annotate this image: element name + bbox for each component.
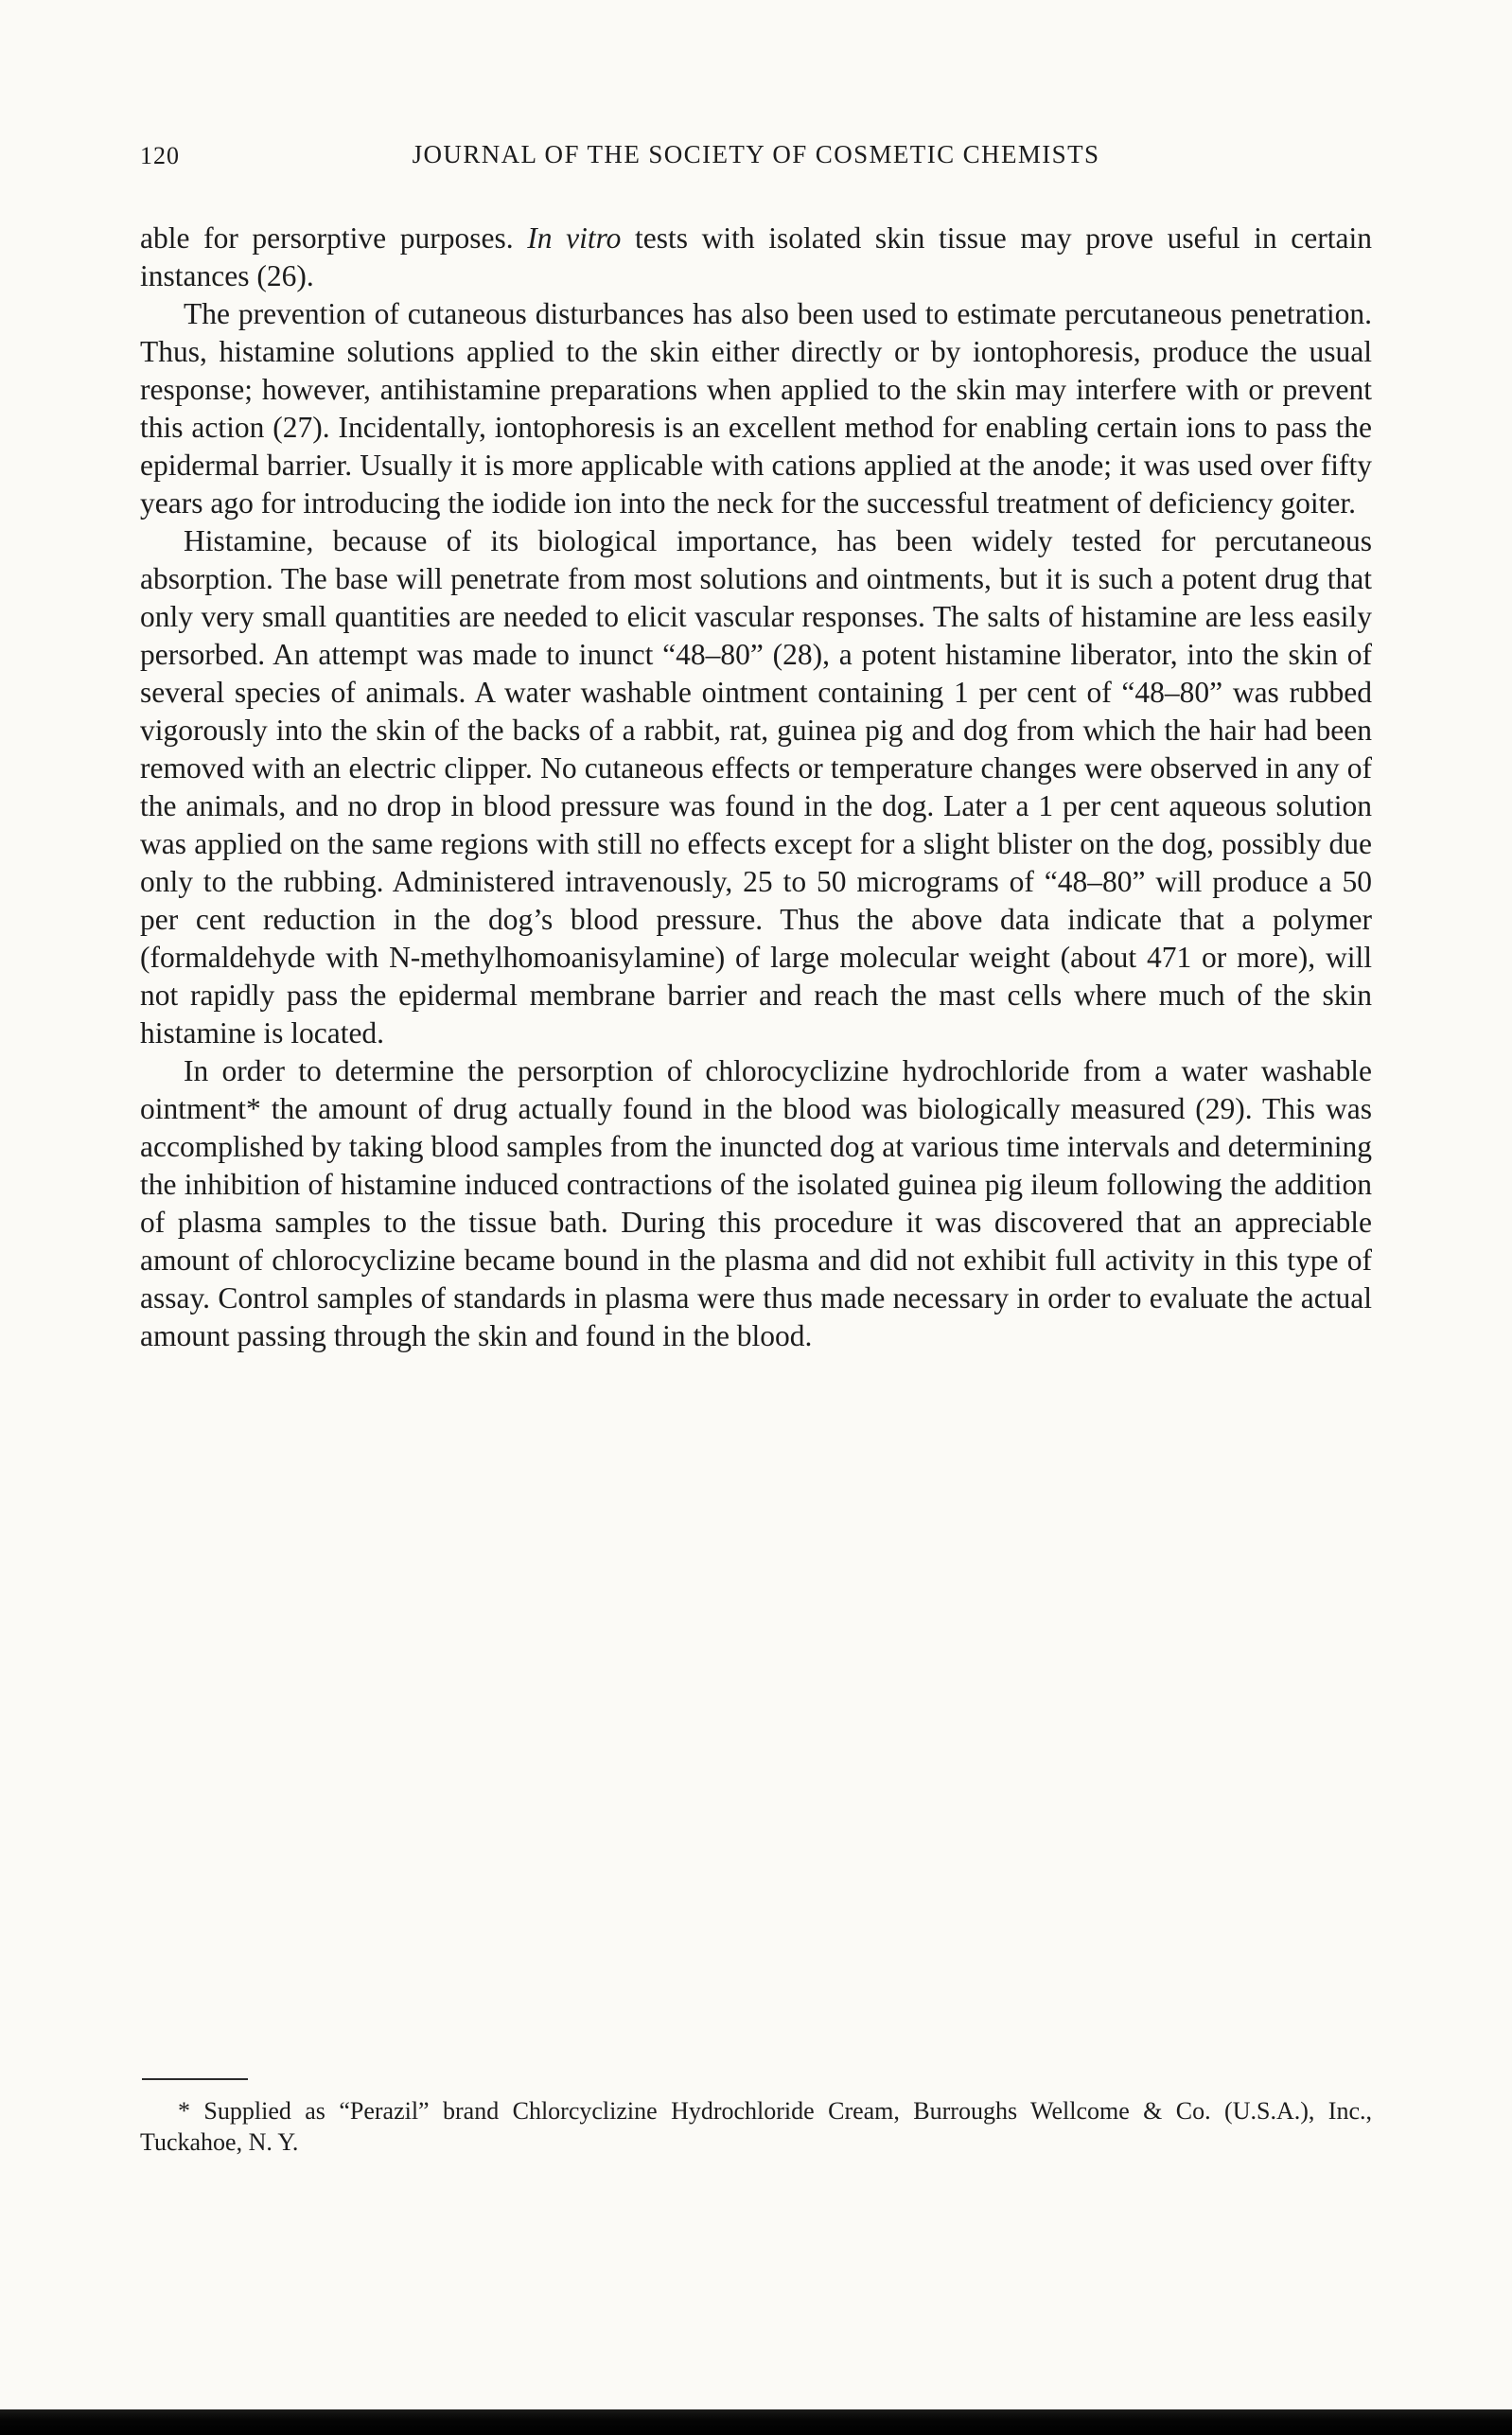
italic-text: In vitro	[527, 221, 622, 255]
text-run: tests with isolated skin tissue may prove useful in certain instances (26).	[140, 221, 1372, 292]
text-run: In order to determine the persorption of chlorocyclizine hydrochloride from a water washable ointment* the amount of drug actually found in the blood was biologically measured (29). This was accomplished by taking blood samples from the inuncted dog at various time intervals and determining the inhibition of histamine induced contractions of the isolated guinea pig ileum following the addition of plasma samples to the tissue bath. During this procedure it was discovered that an appreciable amount of chlorocyclizine became bound in the plasma and did not exhibit full activity in this type of assay. Control samples of standards in plasma were thus made necessary in order to evaluate the actual amount passing through the skin and found in the blood.	[140, 1054, 1372, 1352]
paragraph	[140, 522, 1372, 1052]
footnote-text: * Supplied as “Perazil” brand Chlorcyclizine Hydrochloride Cream, Burroughs Wellcome & Co. (U.S.A.), Inc., Tuckahoe, N. Y.	[140, 2097, 1372, 2156]
paragraph	[140, 1052, 1372, 1355]
page-number: 120	[140, 142, 180, 169]
paragraph	[140, 295, 1372, 522]
running-head	[140, 138, 1372, 172]
text-run: able for persorptive purposes.	[140, 221, 528, 255]
scan-edge-bottom	[0, 2409, 1512, 2435]
text-run: The prevention of cutaneous disturbances has also been used to estimate percutaneous penetration. Thus, histamine solutions applied to the skin either directly or by iontophoresis, produce the usual response; however, antihistamine preparations when applied to the skin may interfere with or prevent this action (27). Incidentally, iontophoresis is an excellent method for enabling certain ions to pass the epidermal barrier. Usually it is more applicable with cations applied at the anode; it was used over fifty years ago for introducing the iodide ion into the neck for the successful treatment of deficiency goiter.	[140, 297, 1372, 520]
footnote-rule	[142, 2078, 248, 2080]
journal-title: JOURNAL OF THE SOCIETY OF COSMETIC CHEMISTS	[412, 140, 1100, 168]
text-run: Histamine, because of its biological importance, has been widely tested for percutaneous absorption. The base will penetrate from most solutions and ointments, but it is such a potent drug that only very small quantities are needed to elicit vascular responses. The salts of histamine are less easily persorbed. An attempt was made to inunct “48–80” (28), a potent histamine liberator, into the skin of several species of animals. A water washable ointment containing 1 per cent of “48–80” was rubbed vigorously into the skin of the backs of a rabbit, rat, guinea pig and dog from which the hair had been removed with an electric clipper. No cutaneous effects or temperature changes were observed in any of the animals, and no drop in blood pressure was found in the dog. Later a 1 per cent aqueous solution was applied on the same regions with still no effects except for a slight blister on the dog, possibly due only to the rubbing. Administered intravenously, 25 to 50 micrograms of “48–80” will produce a 50 per cent reduction in the dog’s blood pressure. Thus the above data indicate that a polymer (formaldehyde with N-methylhomoanisylamine) of large molecular weight (about 471 or more), will not rapidly pass the epidermal membrane barrier and reach the mast cells where much of the skin histamine is located.	[140, 524, 1372, 1050]
footnote	[140, 2078, 1372, 2158]
article-body	[140, 220, 1372, 1355]
paragraph	[140, 220, 1372, 295]
